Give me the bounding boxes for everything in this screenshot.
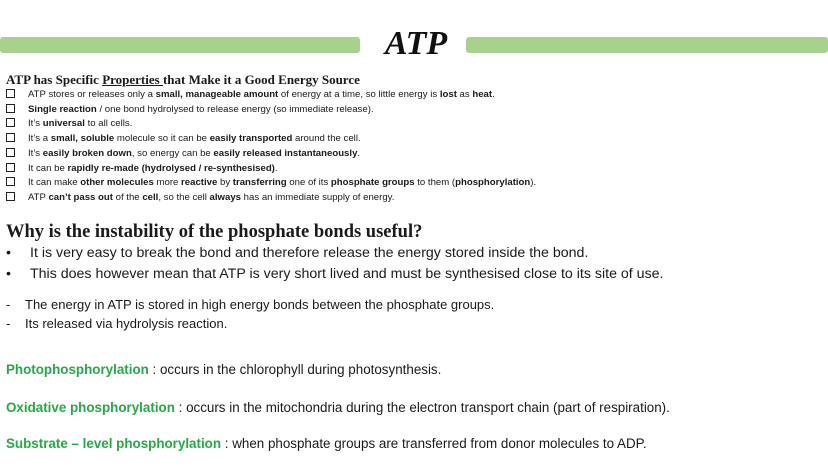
- properties-heading: [6, 72, 360, 88]
- dash-text: The energy in ATP is stored in high energy bonds between the phosphate groups.: [25, 297, 495, 312]
- property-bold-text: other molecules: [80, 177, 154, 189]
- property-text: of energy at a time, so little energy is: [278, 89, 440, 100]
- property-text: .: [492, 89, 495, 100]
- property-bold-text: cell: [142, 191, 159, 203]
- property-item: [6, 132, 536, 147]
- property-text: has an immediate supply of energy.: [241, 191, 395, 203]
- term-label: Oxidative phosphorylation: [6, 400, 175, 415]
- bullet-text: It is very easy to break the bond and therefore release the energy stored inside the bond.: [30, 245, 589, 261]
- checkbox-icon: [6, 118, 15, 127]
- property-bold-text: can’t pass out: [48, 191, 113, 203]
- property-bold-text: heat: [472, 89, 493, 100]
- property-bold-text: reactive: [181, 177, 218, 189]
- term-desc: : occurs in the mitochondria during the electron transport chain (part of respiration).: [174, 400, 670, 415]
- property-text: It can make: [28, 177, 81, 189]
- term-photophosphorylation: [6, 362, 441, 377]
- bullet-item: [6, 245, 588, 261]
- property-text: It’s: [28, 118, 43, 130]
- property-item: [6, 103, 536, 118]
- checkbox-icon: [6, 104, 15, 113]
- title-bar-right: [466, 37, 828, 53]
- property-item: [6, 88, 536, 103]
- property-text: ).: [530, 177, 537, 189]
- property-bold-text: small, soluble: [50, 133, 115, 145]
- property-bold-text: rapidly re-made (hydrolysed / re-synthesised): [67, 162, 275, 174]
- property-bold-text: phosphate groups: [330, 177, 415, 189]
- properties-list: [6, 88, 536, 206]
- property-text: molecule so it can be: [114, 133, 210, 145]
- property-bold-text: transferring: [232, 177, 287, 189]
- property-text: .: [274, 162, 278, 174]
- bullet-item: [6, 266, 664, 282]
- heading-part: that Make it a Good Energy Source: [162, 72, 360, 87]
- property-bold-text: phosphorylation: [455, 177, 531, 189]
- dash-mark: -: [6, 297, 11, 312]
- checkbox-icon: [6, 89, 15, 98]
- property-item: [6, 117, 536, 132]
- property-text: around the cell.: [292, 133, 361, 145]
- property-text: / one bond hydrolysed to release energy (so immediate release).: [96, 103, 374, 115]
- property-text: to them (: [414, 177, 456, 189]
- bullet-text: This does however mean that ATP is very short lived and must be synthesised close to its site of use.: [30, 266, 664, 282]
- term-desc: : occurs in the chlorophyll during photosynthesis.: [148, 362, 442, 377]
- property-text: one of its: [286, 177, 331, 189]
- property-bold-text: easily broken down: [42, 147, 132, 159]
- checkbox-icon: [6, 192, 15, 201]
- page-title: ATP: [384, 25, 448, 62]
- property-bold-text: lost: [439, 89, 457, 100]
- term-label: Photophosphorylation: [6, 362, 149, 377]
- property-item: [6, 176, 536, 191]
- property-text: to all cells.: [84, 118, 133, 130]
- dash-item: [6, 297, 494, 312]
- property-text: as: [456, 89, 473, 100]
- dash-item: [6, 316, 227, 331]
- property-bold-text: easily released instantaneously: [213, 147, 358, 159]
- property-bold-text: always: [209, 191, 242, 203]
- bullet-dot: •: [6, 266, 11, 282]
- property-text: .: [357, 147, 361, 159]
- term-oxidative-phosphorylation: [6, 400, 670, 415]
- property-text: of the: [112, 191, 143, 203]
- checkbox-icon: [6, 177, 15, 186]
- property-text: ATP: [28, 191, 49, 203]
- heading-underlined: Properties: [102, 72, 163, 87]
- checkbox-icon: [6, 148, 15, 157]
- term-label: Substrate – level phosphorylation: [6, 436, 222, 451]
- property-text: , so the cell: [158, 191, 210, 203]
- title-bar-left: [0, 37, 360, 53]
- bullet-dot: •: [6, 245, 11, 261]
- checkbox-icon: [6, 133, 15, 142]
- checkbox-icon: [6, 163, 15, 172]
- dash-text: Its released via hydrolysis reaction.: [25, 316, 228, 331]
- property-item: [6, 191, 536, 206]
- property-bold-text: universal: [42, 118, 85, 130]
- property-bold-text: small, manageable amount: [155, 89, 279, 100]
- property-text: It can be: [28, 162, 68, 174]
- property-text: by: [217, 177, 233, 189]
- property-text: It’s: [28, 147, 43, 159]
- property-text: , so energy can be: [131, 147, 214, 159]
- property-item: [6, 162, 536, 177]
- heading-part: ATP has Specific: [6, 72, 103, 87]
- property-bold-text: Single reaction: [28, 103, 97, 115]
- dash-mark: -: [6, 316, 11, 331]
- term-substrate-level-phosphorylation: [6, 436, 647, 451]
- term-desc: : when phosphate groups are transferred from donor molecules to ADP.: [221, 436, 647, 451]
- property-text: ATP stores or releases only a: [28, 89, 156, 100]
- question-heading: Why is the instability of the phosphate bonds useful?: [6, 222, 423, 242]
- property-bold-text: easily transported: [209, 133, 293, 145]
- property-text: more: [153, 177, 182, 189]
- property-item: [6, 147, 536, 162]
- property-text: It’s a: [28, 133, 51, 145]
